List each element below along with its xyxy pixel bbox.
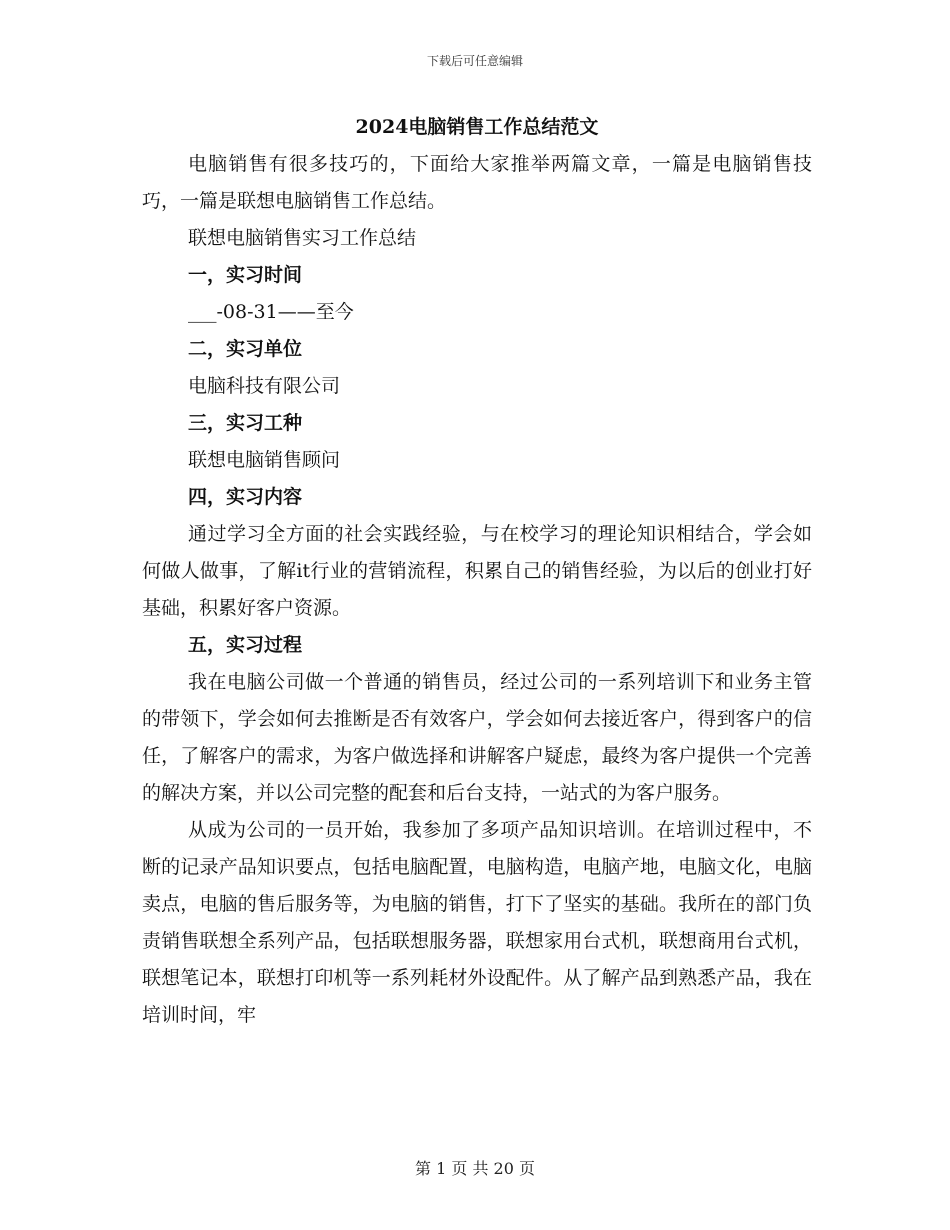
section-heading-time: 一，实习时间 xyxy=(188,264,303,286)
section-heading-process: 五，实习过程 xyxy=(188,634,303,656)
intro-paragraph: 电脑销售有很多技巧的，下面给大家推举两篇文章，一篇是电脑销售技巧，一篇是联想电脑销售工作总结。 xyxy=(142,153,812,212)
page-header: 下载后可任意编辑 xyxy=(426,54,523,68)
section-text-content: 通过学习全方面的社会实践经验，与在校学习的理论知识相结合，学会如何做人做事，了解it行业的营销流程，积累自己的销售经验，为以后的创业打好基础，积累好客户资源。 xyxy=(142,523,812,619)
section-text-job: 联想电脑销售顾问 xyxy=(188,449,341,471)
section-heading-content: 四，实习内容 xyxy=(188,486,303,508)
section-heading-job: 三，实习工种 xyxy=(188,412,303,434)
section-text-time: ___-08-31——至今 xyxy=(188,301,354,323)
section-heading-unit: 二，实习单位 xyxy=(188,338,303,360)
section-text-process-1: 我在电脑公司做一个普通的销售员，经过公司的一系列培训下和业务主管的带领下，学会如何去推断是否有效客户，学会如何去接近客户，得到客户的信任，了解客户的需求，为客户做选择和讲解客户疑虑，最终为客户提供一个完善的解决方案，并以公司完整的配套和后台支持，一站式的为客户服务。 xyxy=(142,671,812,804)
section-text-unit: 电脑科技有限公司 xyxy=(188,375,341,397)
section-text-process-2: 从成为公司的一员开始，我参加了多项产品知识培训。在培训过程中，不断的记录产品知识要点，包括电脑配置，电脑构造，电脑产地，电脑文化，电脑卖点，电脑的售后服务等，为电脑的销售，打下了坚实的基础。我所在的部门负责销售联想全系列产品，包括联想服务器，联想家用台式机，联想商用台式机，联想笔记本，联想打印机等一系列耗材外设配件。从了解产品到熟悉产品，我在培训时间，牢 xyxy=(142,819,812,1026)
page-footer: 第 1 页 共 20 页 xyxy=(415,1159,535,1178)
document-subtitle: 联想电脑销售实习工作总结 xyxy=(188,227,417,249)
document-title: 2024电脑销售工作总结范文 xyxy=(355,116,599,138)
document-body xyxy=(142,108,812,1034)
